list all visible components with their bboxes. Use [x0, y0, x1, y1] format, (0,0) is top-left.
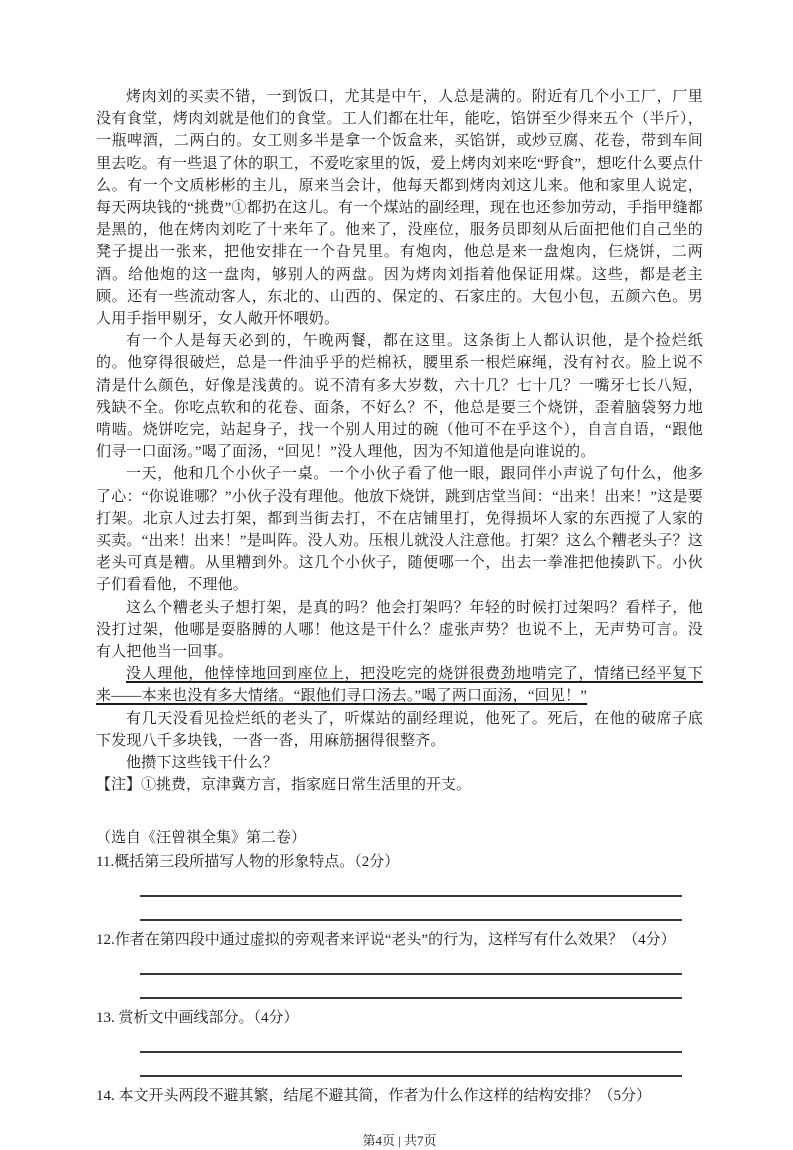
underlined-paragraph: 没人理他，他悻悻地回到座位上，把没吃完的烧饼很费劲地啃完了，情绪已经平复下来——本来也没有多大情绪。“跟他们寻口汤去。”喝了两口面汤，“回见！” — [96, 666, 703, 705]
question-item — [96, 1085, 703, 1107]
body-paragraph: 一天，他和几个小伙子一桌。一个小伙子看了他一眼，跟同伴小声说了句什么，他多了心：“你说谁哪？”小伙子没有理他。他放下烧饼，跳到店堂当间：“出来！出来！”这是要打架。北京人过去打架，都到当街去打，不在店铺里打，免得损坏人家的东西搅了人家的买卖。“出来！出来！”是叫阵。没人劝。压根儿就没人注意他。打架？这么个糟老头子？这老头可真是糟。从里糟到外。这几个小伙子，随便哪一个，出去一拳准把他揍趴下。小伙子们看看他，不理他。 — [96, 466, 703, 594]
questions-section — [96, 851, 703, 1108]
source-attribution: （选自《汪曾祺全集》第二卷） — [96, 829, 307, 846]
answer-blank-line — [140, 975, 682, 999]
answer-blank-line — [140, 1029, 682, 1053]
answer-blank-line — [140, 897, 682, 921]
question-text: 14. 本文开头两段不避其繁，结尾不避其简，作者为什么作这样的结构安排？（5分） — [96, 1088, 652, 1105]
question-text: 11.概括第三段所描写人物的形象特点。（2分） — [96, 853, 400, 870]
footnote-line: 【注】①挑费，京津冀方言，指家庭日常生活里的开支。 — [96, 777, 472, 794]
question-item — [96, 929, 703, 999]
question-item — [96, 1007, 703, 1077]
question-item — [96, 851, 703, 921]
question-text: 13. 赏析文中画线部分。（4分） — [96, 1010, 299, 1027]
document-body — [96, 86, 703, 774]
body-paragraph: 有一个人是每天必到的，午晚两餐，都在这里。这条街上人都认识他，是个捡烂纸的。他穿得很破烂，总是一件油乎乎的烂棉袄，腰里系一根烂麻绳，没有衬衣。脸上说不清是什么颜色，好像是浅黄的。说不清有多大岁数，六十几？七十几？一嘴牙七长八短，残缺不全。你吃点软和的花卷、面条，不好么？不，他总是要三个烧饼，歪着脑袋努力地啃啮。烧饼吃完，站起身子，找一个别人用过的碗（他可不在乎这个），自言自语，“跟他们寻一口面汤。”喝了面汤，“回见！”没人理他，因为不知道他是向谁说的。 — [96, 333, 703, 461]
question-text: 12.作者在第四段中通过虚拟的旁观者来评说“老头”的行为，这样写有什么效果？（4分） — [96, 931, 676, 948]
body-paragraph: 这么个糟老头子想打架，是真的吗？他会打架吗？年轻的时候打过架吗？看样子，他没打过架，他哪是耍胳膊的人哪！他这是干什么？虚张声势？也说不上，无声势可言。没有人把他当一回事。 — [96, 599, 703, 661]
answer-blank-line — [140, 873, 682, 897]
page-number-indicator: 第4页 | 共7页 — [362, 1132, 437, 1148]
answer-blank-line — [140, 1053, 682, 1077]
answer-blank-line — [140, 951, 682, 975]
body-paragraph: 有几天没看见捡烂纸的老头了，听煤站的副经理说，他死了。死后，在他的破席子底下发现八千多块钱，一沓一沓，用麻筋捆得很整齐。 — [96, 710, 703, 749]
body-paragraph: 他攒下这些钱干什么？ — [126, 755, 279, 772]
body-paragraph: 烤肉刘的买卖不错，一到饭口，尤其是中午，人总是满的。附近有几个小工厂，厂里没有食堂，烤肉刘就是他们的食堂。工人们都在壮年，能吃，馅饼至少得来五个（半斤），一瓶啤酒，二两白的。女工则多半是拿一个饭盒来，买馅饼，或炒豆腐、花卷，带到车间里去吃。有一些退了休的职工，不爱吃家里的饭，爱上烤肉刘来吃“野食”，想吃什么要点什么。有一个文质彬彬的主儿，原来当会计，他每天都到烤肉刘这儿来。他和家里人说定，每天两块钱的“挑费”①都扔在这儿。有一个煤站的副经理，现在也还参加劳动，手指甲缝都是黑的，他在烤肉刘吃了十来年了。他来了，没座位，服务员即刻从后面把他们自己坐的凳子提出一张来，把他安排在一个旮旯里。有炮肉，他总是来一盘炮肉，仨烧饼，二两酒。给他炮的这一盘肉，够别人的两盘。因为烤肉刘指着他保证用煤。这些，都是老主顾。还有一些流动客人，东北的、山西的、保定的、石家庄的。大包小包，五颜六色。男人用手指甲剔牙，女人敞开怀喂奶。 — [96, 89, 703, 328]
